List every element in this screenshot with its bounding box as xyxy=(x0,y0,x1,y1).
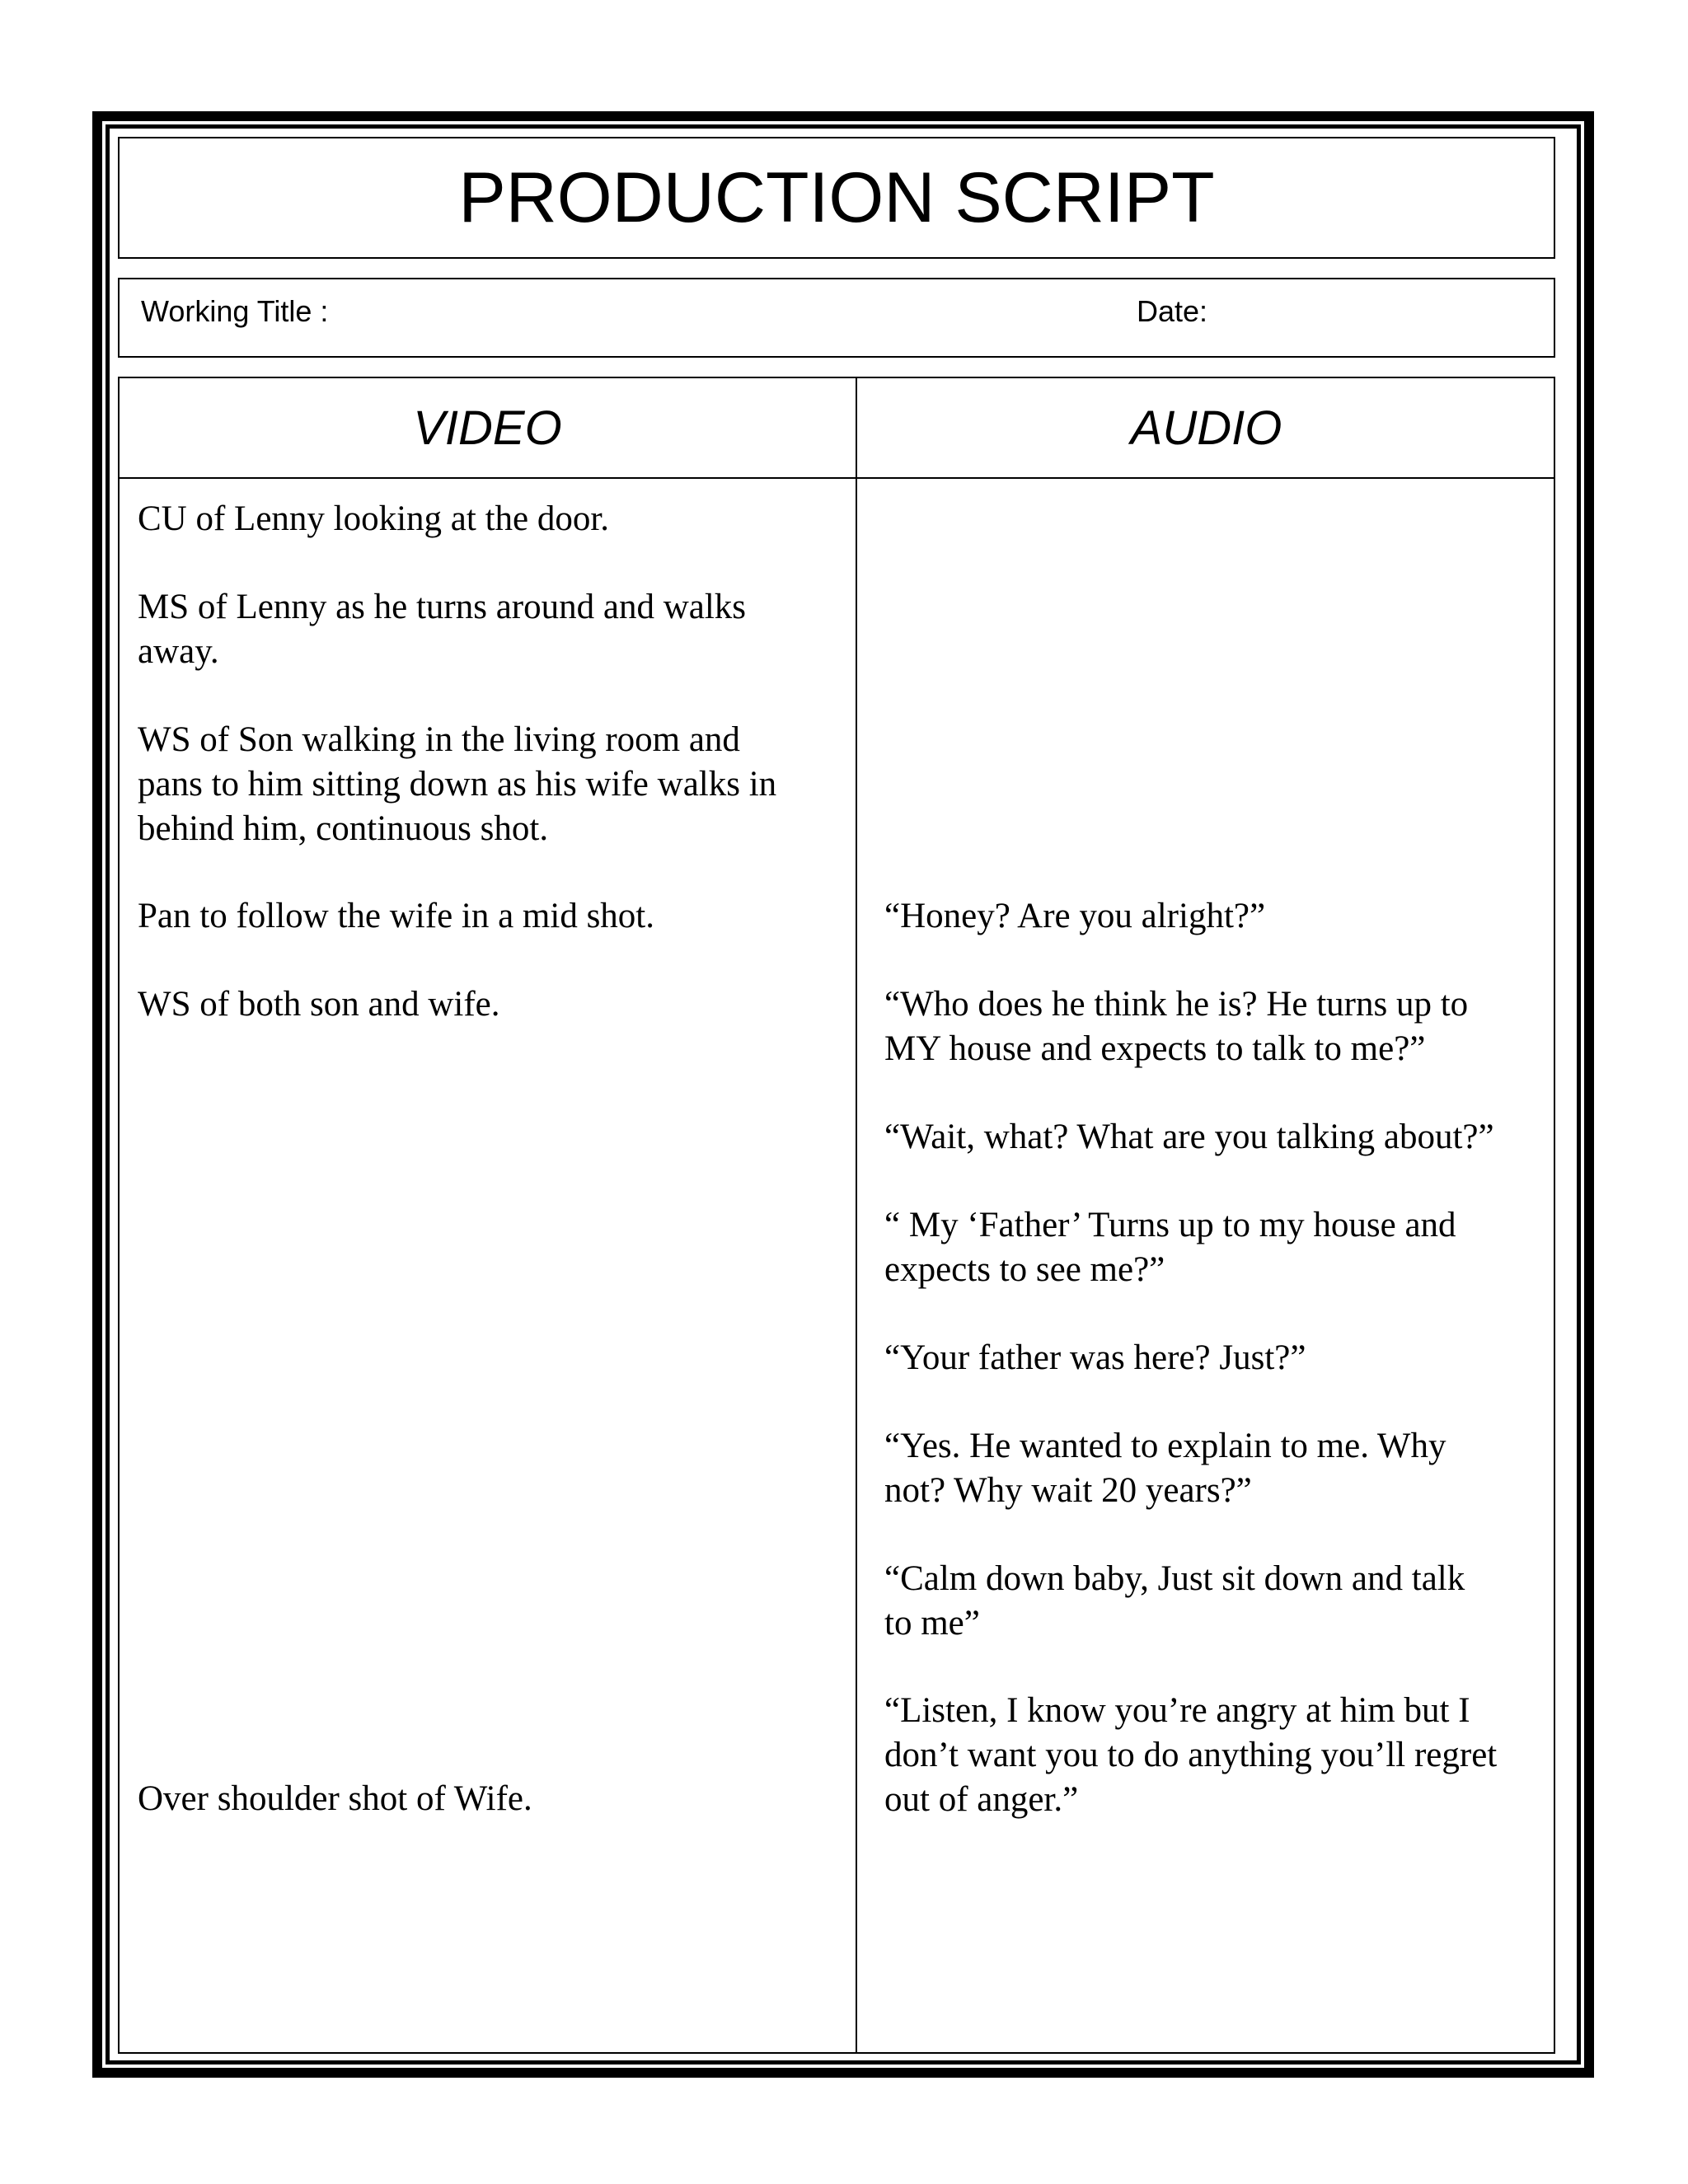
audio-entry-8: “Listen, I know you’re angry at him but I don’t want you to do anything you’ll regret out of anger.” xyxy=(884,1691,1498,1819)
video-entry-3: WS of Son walking in the living room and pans to him sitting down as his wife walks in behind him, continuous shot. xyxy=(138,720,777,848)
video-entry-4: Pan to follow the wife in a mid shot. xyxy=(138,897,655,935)
working-title-label: Working Title : xyxy=(141,294,329,328)
script-table xyxy=(118,377,1555,2054)
video-entry-2: MS of Lenny as he turns around and walks away. xyxy=(138,588,747,671)
video-entry-6: Over shoulder shot of Wife. xyxy=(138,1779,532,1818)
audio-entry-4: “ My ‘Father’ Turns up to my house and expects to see me?” xyxy=(884,1206,1456,1289)
column-divider xyxy=(856,378,857,2052)
video-column-header: VIDEO xyxy=(413,401,562,455)
audio-entry-7: “Calm down baby, Just sit down and talk to me” xyxy=(884,1559,1465,1643)
audio-entry-1: “Honey? Are you alright?” xyxy=(884,897,1266,935)
meta-row xyxy=(118,278,1555,358)
audio-entry-3: “Wait, what? What are you talking about?” xyxy=(884,1118,1494,1156)
title-box xyxy=(118,137,1555,259)
date-label: Date: xyxy=(1137,294,1208,328)
header-rule xyxy=(120,477,1554,479)
video-entry-5: WS of both son and wife. xyxy=(138,985,500,1024)
page-title: PRODUCTION SCRIPT xyxy=(458,158,1215,237)
audio-entry-2: “Who does he think he is? He turns up to MY house and expects to talk to me?” xyxy=(884,985,1469,1068)
audio-entry-6: “Yes. He wanted to explain to me. Why not? Why wait 20 years?” xyxy=(884,1427,1447,1510)
video-entry-1: CU of Lenny looking at the door. xyxy=(138,499,610,538)
audio-entry-5: “Your father was here? Just?” xyxy=(884,1338,1306,1377)
audio-column-header: AUDIO xyxy=(1130,401,1282,455)
